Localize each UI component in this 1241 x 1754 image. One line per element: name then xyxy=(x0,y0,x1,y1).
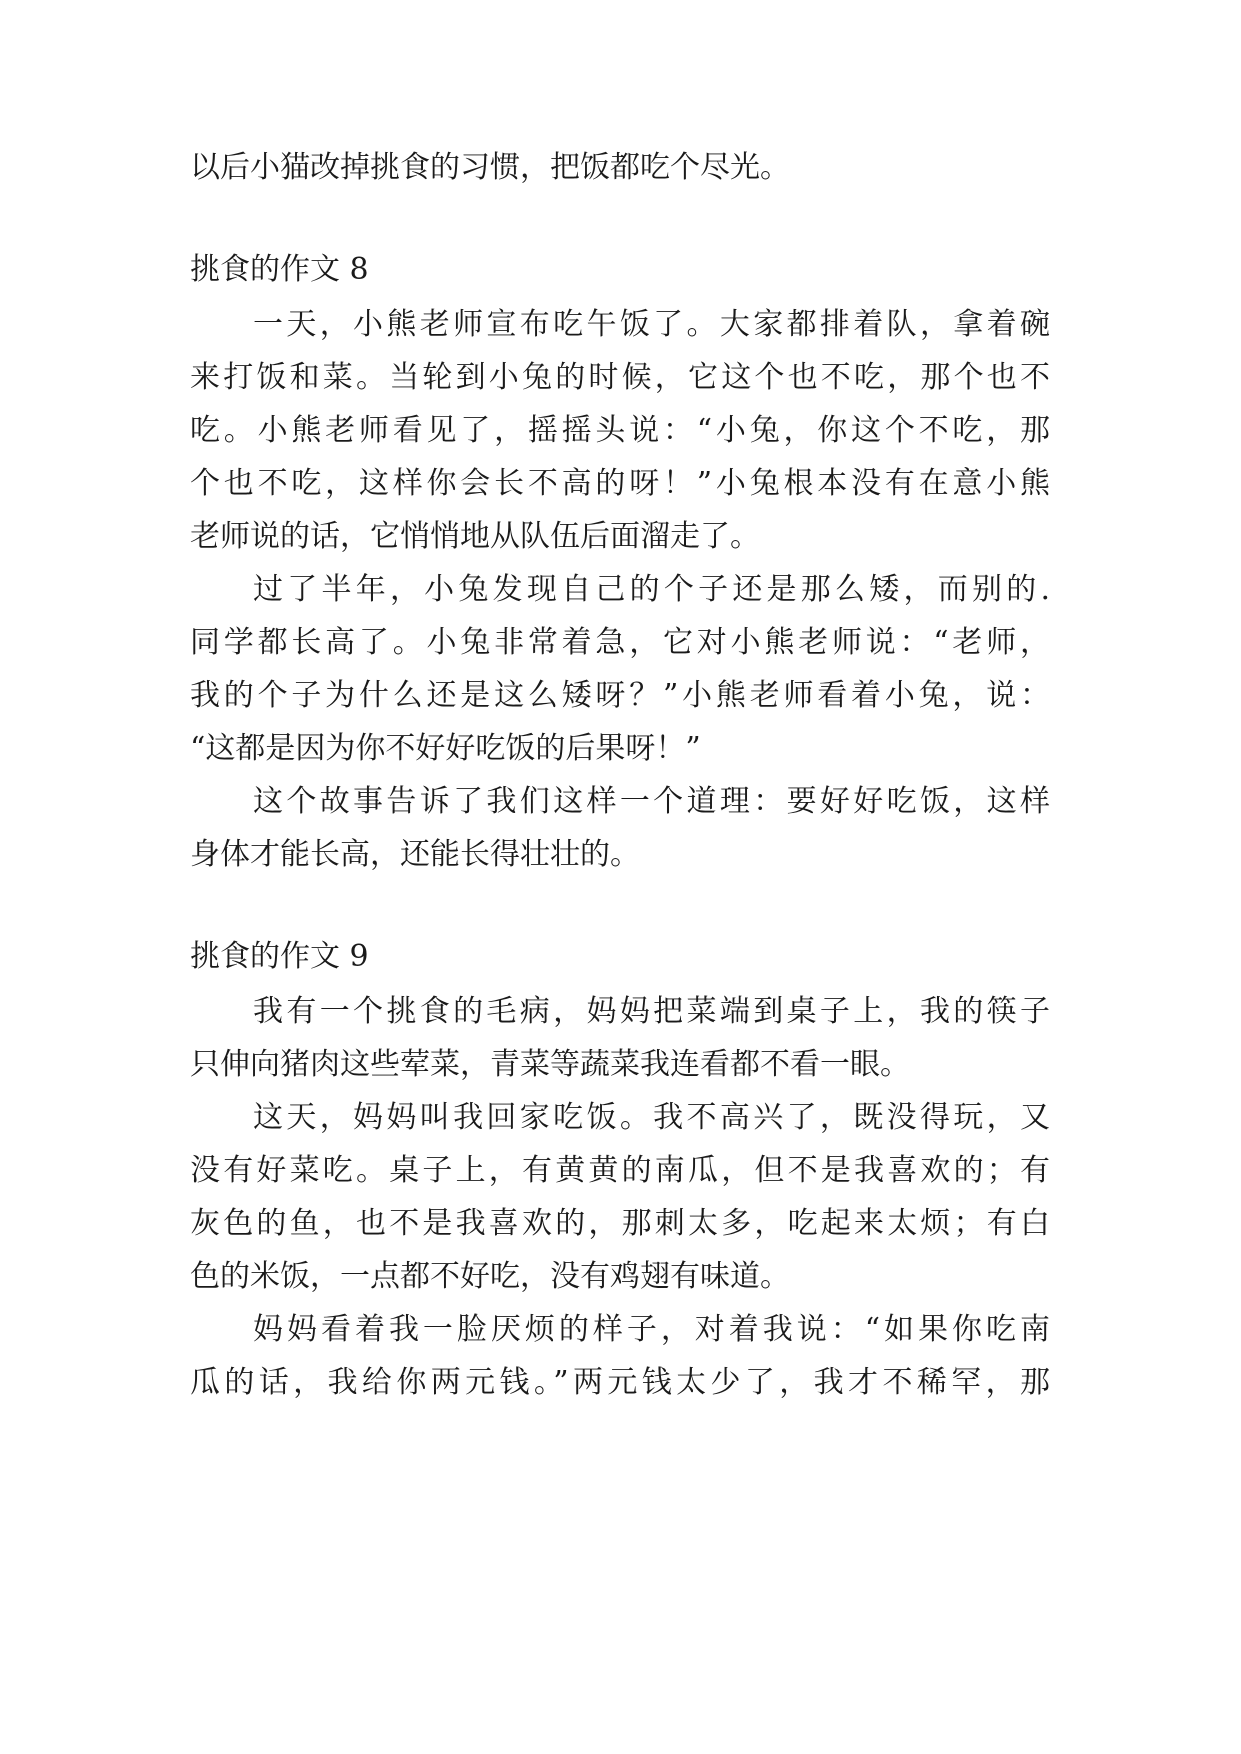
essay-8-line: “这都是因为你不好好吃饭的后果呀！” xyxy=(190,731,701,766)
essay-8-line: 老师说的话，它悄悄地从队伍后面溜走了。 xyxy=(190,519,760,554)
essay-8-line: 来打饭和菜。当轮到小兔的时候，它这个也不吃，那个也不 xyxy=(190,360,1050,395)
essay-8-line: 个也不吃，这样你会长不高的呀！”小兔根本没有在意小熊 xyxy=(190,466,1050,501)
essay-9-title: 挑食的作文 9 xyxy=(190,939,369,974)
essay-9-line: 妈妈看着我一脸厌烦的样子，对着我说：“如果你吃南 xyxy=(253,1312,1050,1347)
essay-8-line: 这个故事告诉了我们这样一个道理：要好好吃饭，这样 xyxy=(253,784,1050,819)
essay-8-line: 同学都长高了。小兔非常着急，它对小熊老师说：“老师， xyxy=(190,625,1050,660)
essay-9-line: 没有好菜吃。桌子上，有黄黄的南瓜，但不是我喜欢的；有 xyxy=(190,1153,1050,1188)
essay-9-line: 瓜的话，我给你两元钱。”两元钱太少了，我才不稀罕，那 xyxy=(190,1365,1050,1400)
essay-9-line: 只伸向猪肉这些荤菜，青菜等蔬菜我连看都不看一眼。 xyxy=(190,1047,910,1082)
essay-9-line: 灰色的鱼，也不是我喜欢的，那刺太多，吃起来太烦；有白 xyxy=(190,1206,1050,1241)
intro-tail-line: 以后小猫改掉挑食的习惯，把饭都吃个尽光。 xyxy=(190,150,790,185)
essay-9-line: 色的米饭，一点都不好吃，没有鸡翅有味道。 xyxy=(190,1259,790,1294)
essay-9-line: 这天，妈妈叫我回家吃饭。我不高兴了，既没得玩，又 xyxy=(253,1100,1050,1135)
essay-8-title: 挑食的作文 8 xyxy=(190,252,369,287)
essay-8-line: 一天，小熊老师宣布吃午饭了。大家都排着队，拿着碗 xyxy=(253,307,1050,342)
essay-8-line: 吃。小熊老师看见了，摇摇头说：“小兔，你这个不吃，那 xyxy=(190,413,1050,448)
essay-8-line: 过了半年，小兔发现自己的个子还是那么矮，而别的. xyxy=(253,572,1050,607)
essay-8-line: 身体才能长高，还能长得壮壮的。 xyxy=(190,837,640,872)
essay-9-line: 我有一个挑食的毛病，妈妈把菜端到桌子上，我的筷子 xyxy=(253,994,1050,1029)
essay-8-line: 我的个子为什么还是这么矮呀？”小熊老师看着小兔，说： xyxy=(190,678,1050,713)
